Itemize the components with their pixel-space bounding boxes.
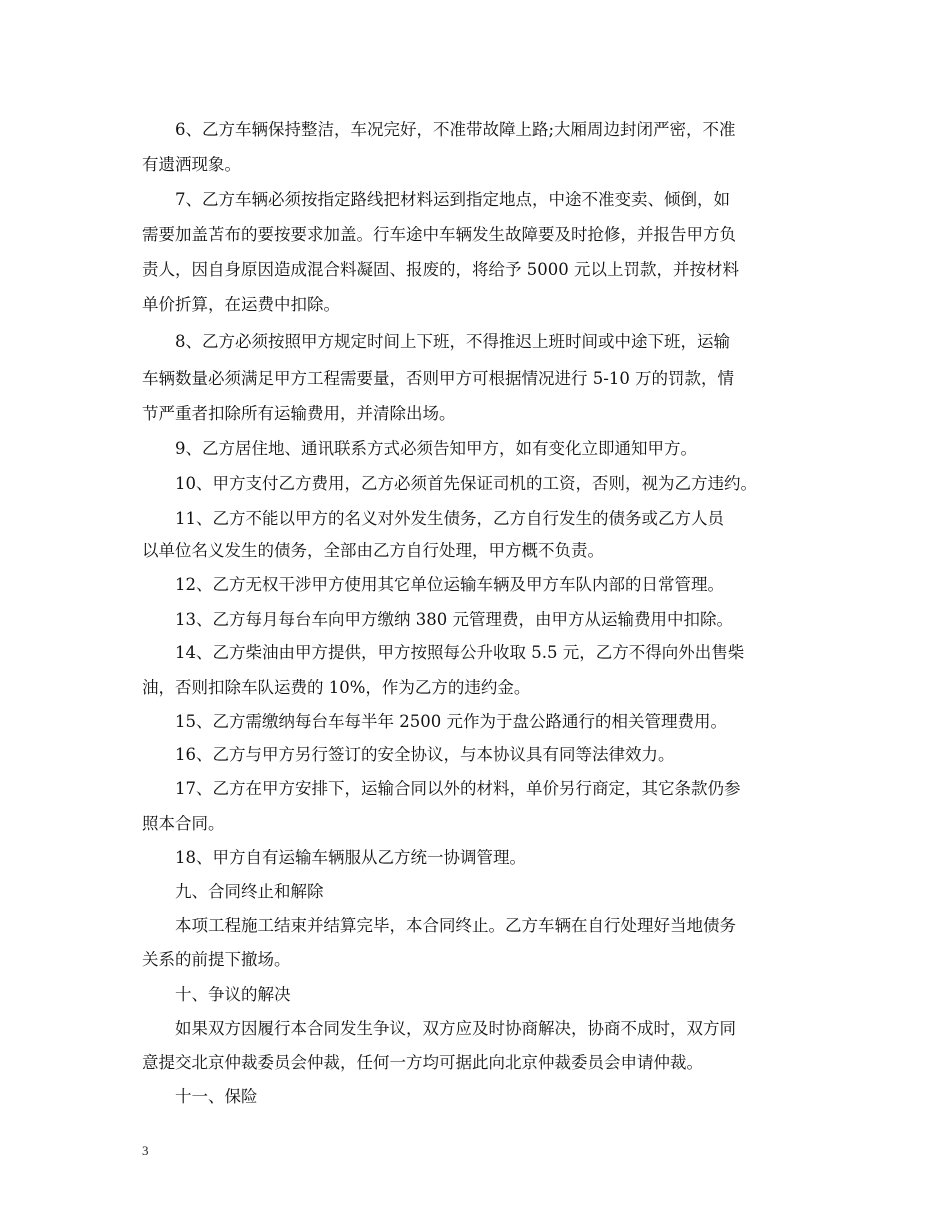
text-line: 15、乙方需缴纳每台车每半年 2500 元作为于盘公路通行的相关管理费用。 <box>175 712 727 731</box>
text-line: 需要加盖苫布的要按要求加盖。行车途中车辆发生故障要及时抢修，并报告甲方负 <box>142 225 736 244</box>
text-line: 17、乙方在甲方安排下，运输合同以外的材料，单价另行商定，其它条款仍参 <box>175 779 741 798</box>
text-line: 7、乙方车辆必须按指定路线把材料运到指定地点，中途不准变卖、倾倒，如 <box>175 190 730 209</box>
text-line: 节严重者扣除所有运输费用，并清除出场。 <box>142 404 456 423</box>
text-line: 9、乙方居住地、通讯联系方式必须告知甲方，如有变化立即通知甲方。 <box>175 439 697 458</box>
text-line: 16、乙方与甲方另行签订的安全协议，与本协议具有同等法律效力。 <box>175 745 675 764</box>
text-line: 车辆数量必须满足甲方工程需要量，否则甲方可根据情况进行 5-10 万的罚款，情 <box>142 369 735 388</box>
text-line: 如果双方因履行本合同发生争议，双方应及时协商解决，协商不成时，双方同 <box>175 1019 736 1038</box>
section-heading: 十、争议的解决 <box>175 985 291 1004</box>
text-line: 12、乙方无权干涉甲方使用其它单位运输车辆及甲方车队内部的日常管理。 <box>175 575 724 594</box>
text-line: 有遗洒现象。 <box>142 155 241 174</box>
text-line: 10、甲方支付乙方费用，乙方必须首先保证司机的工资，否则，视为乙方违约。 <box>175 474 757 493</box>
text-line: 意提交北京仲裁委员会仲裁，任何一方均可据此向北京仲裁委员会申请仲裁。 <box>142 1053 703 1072</box>
text-line: 责人，因自身原因造成混合料凝固、报废的，将给予 5000 元以上罚款，并按材料 <box>142 260 739 279</box>
section-heading: 十一、保险 <box>175 1087 258 1106</box>
section-heading: 九、合同终止和解除 <box>175 882 324 901</box>
text-line: 8、乙方必须按照甲方规定时间上下班，不得推迟上班时间或中途下班，运输 <box>175 332 730 351</box>
text-line: 13、乙方每月每台车向甲方缴纳 380 元管理费，由甲方从运输费用中扣除。 <box>175 610 733 629</box>
text-line: 照本合同。 <box>142 814 225 833</box>
text-line: 14、乙方柴油由甲方提供，甲方按照每公升收取 5.5 元，乙方不得向外出售柴 <box>175 643 745 662</box>
text-line: 油，否则扣除车队运费的 10%，作为乙方的违约金。 <box>142 678 531 697</box>
text-line: 6、乙方车辆保持整洁，车况完好，不准带故障上路;大厢周边封闭严密，不准 <box>175 120 736 139</box>
text-line: 单价折算，在运费中扣除。 <box>142 295 340 314</box>
text-line: 本项工程施工结束并结算完毕，本合同终止。乙方车辆在自行处理好当地债务 <box>175 916 736 935</box>
text-line: 关系的前提下撤场。 <box>142 950 291 969</box>
text-line: 11、乙方不能以甲方的名义对外发生债务，乙方自行发生的债务或乙方人员 <box>175 509 724 528</box>
page-number: 3 <box>142 1143 149 1158</box>
text-line: 18、甲方自有运输车辆服从乙方统一协调管理。 <box>175 848 526 867</box>
text-line: 以单位名义发生的债务，全部由乙方自行处理，甲方概不负责。 <box>142 541 604 560</box>
